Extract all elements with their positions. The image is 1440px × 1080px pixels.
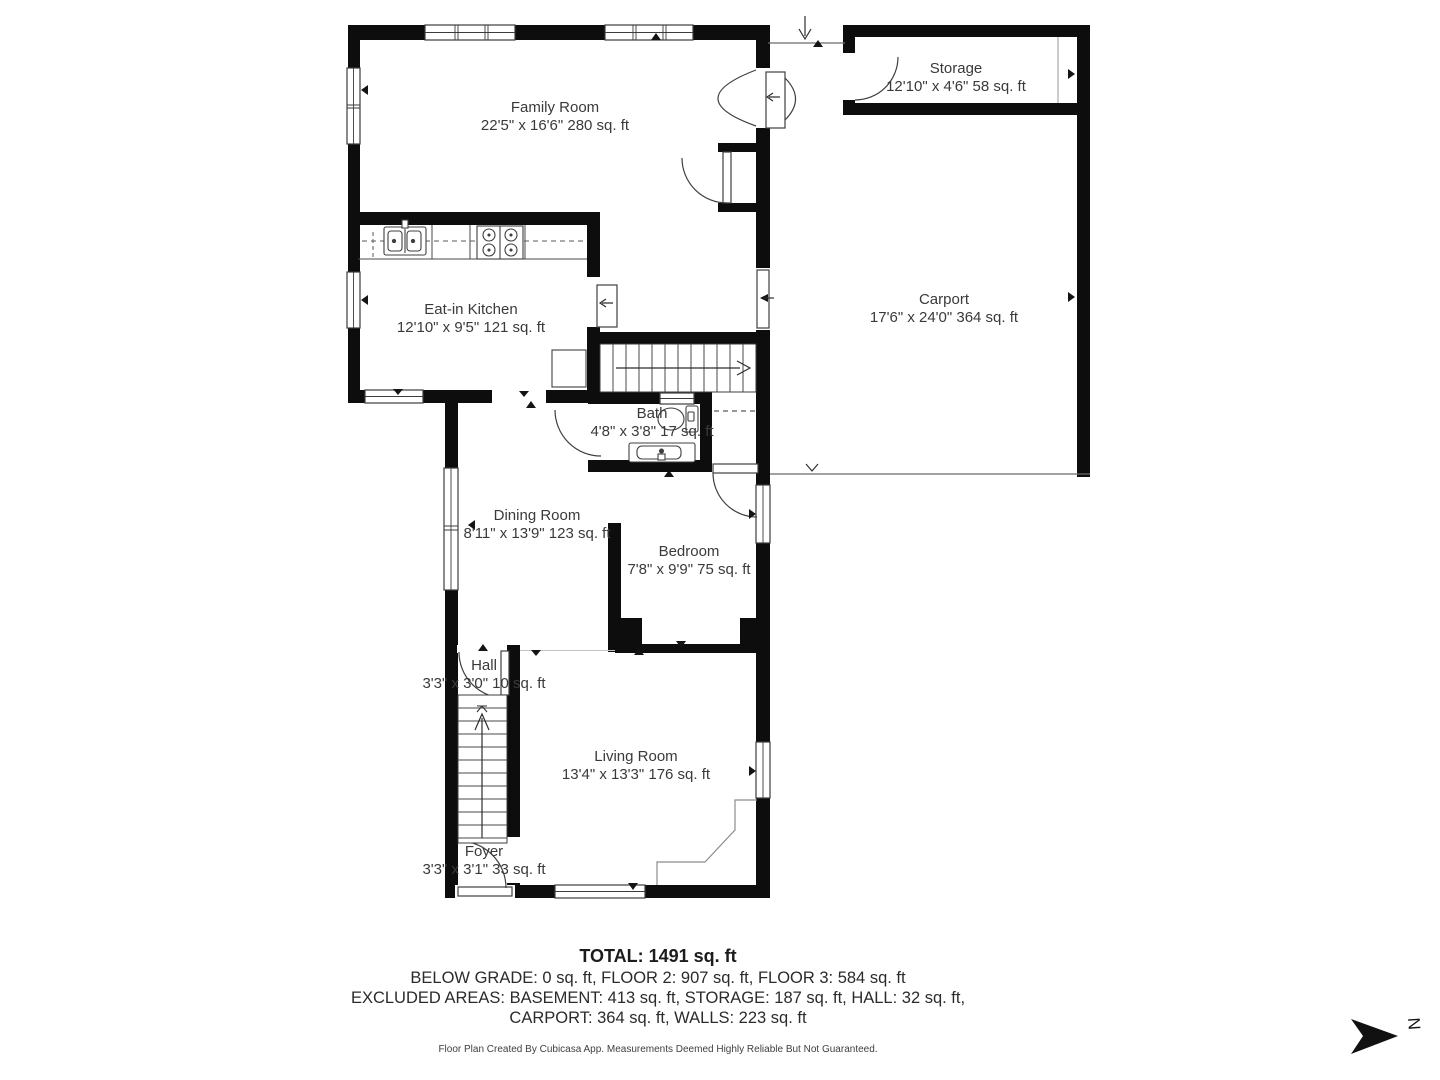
disclaimer-footer: Floor Plan Created By Cubicasa App. Measurements Deemed Highly Reliable But Not Guaranteed. <box>438 1044 878 1055</box>
room-label-storage <box>886 60 1026 95</box>
room-label-carport <box>870 291 1018 326</box>
room-dims: 13'4" x 13'3" 176 sq. ft <box>561 765 711 783</box>
room-name: Living Room <box>594 748 678 765</box>
compass-label: N <box>1404 1016 1424 1031</box>
closet-door-leaf <box>723 152 731 203</box>
room-dims: 3'3" x 3'0" 10 sq. ft <box>422 674 546 692</box>
room-name: Family Room <box>510 99 600 116</box>
room-dims: 8'11" x 13'9" 123 sq. ft <box>463 524 611 542</box>
room-name: Dining Room <box>493 507 581 524</box>
stairs-upper <box>600 344 756 392</box>
total-area: TOTAL: 1491 sq. ft <box>579 946 737 966</box>
summary-excluded: EXCLUDED AREAS: BASEMENT: 413 sq. ft, STORAGE: 187 sq. ft, HALL: 32 sq. ft, <box>350 989 966 1007</box>
summary-excluded2: CARPORT: 364 sq. ft, WALLS: 223 sq. ft <box>509 1009 807 1027</box>
room-dims: 17'6" x 24'0" 364 sq. ft <box>869 308 1019 326</box>
room-label-family-room <box>481 99 629 134</box>
area-summary <box>108 945 1208 1028</box>
north-arrow-icon <box>1351 1019 1398 1054</box>
room-dims: 7'8" x 9'9" 75 sq. ft <box>627 560 751 578</box>
room-label-hall <box>422 657 545 692</box>
room-label-living-room <box>562 748 710 783</box>
room-name: Storage <box>929 60 983 77</box>
bedroom-closet-door-leaf <box>713 464 758 473</box>
room-dims: 3'3" x 3'1" 33 sq. ft <box>422 860 546 878</box>
room-dims: 22'5" x 16'6" 280 sq. ft <box>480 116 630 134</box>
room-label-bath <box>590 405 713 440</box>
stairs-lower <box>458 695 507 843</box>
kitchen-sink <box>384 220 426 255</box>
compass <box>1351 1017 1424 1054</box>
summary-floors: BELOW GRADE: 0 sq. ft, FLOOR 2: 907 sq. ft, FLOOR 3: 584 sq. ft <box>410 969 906 987</box>
room-name: Foyer <box>464 843 504 860</box>
room-name: Bedroom <box>658 543 720 560</box>
room-name: Carport <box>918 291 970 308</box>
room-name: Hall <box>471 657 497 674</box>
room-label-dining-room <box>463 507 610 542</box>
kitchen-stove <box>477 226 523 259</box>
room-dims: 12'10" x 4'6" 58 sq. ft <box>886 77 1026 95</box>
fireplace-nook <box>657 800 757 885</box>
kitchen-fridge <box>552 350 586 387</box>
front-door-leaf <box>458 887 512 896</box>
room-name: Bath <box>636 405 668 422</box>
family-carport-door-leaf <box>766 72 785 128</box>
room-label-eat-in-kitchen <box>397 301 545 336</box>
room-label-foyer <box>422 843 545 878</box>
room-dims: 4'8" x 3'8" 17 sq. ft <box>590 422 714 440</box>
room-label-bedroom <box>627 543 750 578</box>
room-dims: 12'10" x 9'5" 121 sq. ft <box>396 318 546 336</box>
room-name: Eat-in Kitchen <box>424 301 518 318</box>
kitchen-door-leaf <box>597 285 617 327</box>
bath-vanity-sink <box>629 443 695 462</box>
